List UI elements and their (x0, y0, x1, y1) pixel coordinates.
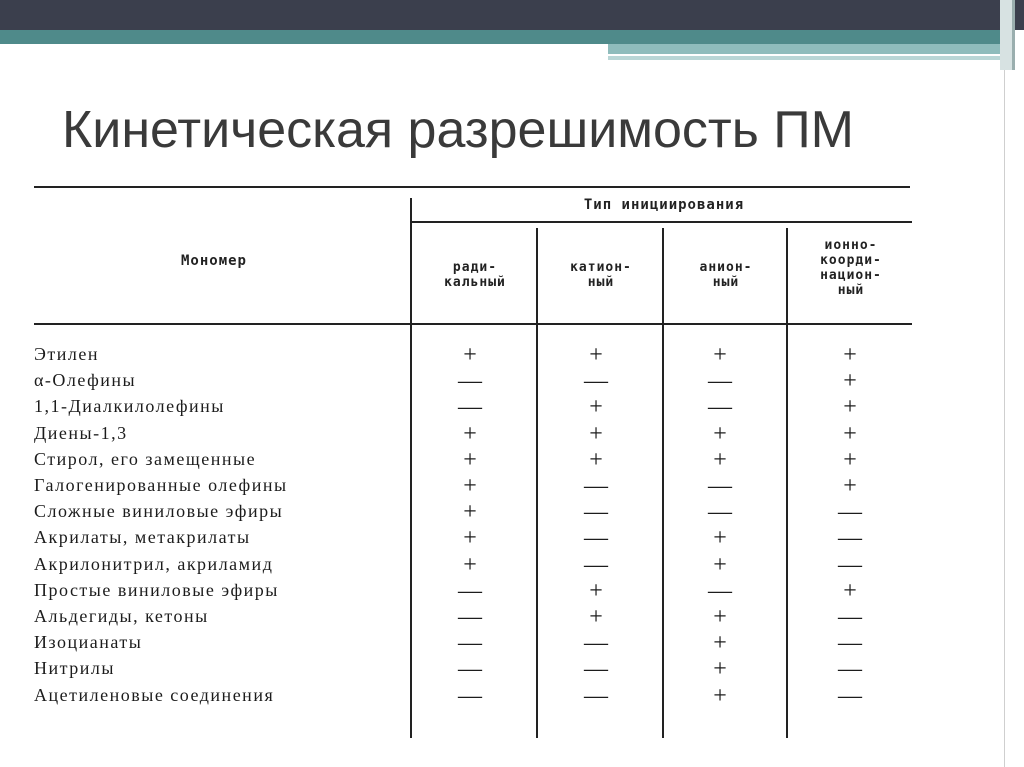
reactivity-mark: — (708, 499, 732, 526)
monomer-column-rule (410, 198, 412, 738)
reactivity-mark: + (463, 551, 477, 578)
monomer-name: Нитрилы (34, 658, 115, 679)
reactivity-mark: + (713, 682, 727, 709)
reactivity-mark: + (713, 656, 727, 683)
reactivity-mark: + (713, 551, 727, 578)
reactivity-mark: — (458, 682, 482, 709)
anionic-column-rule (786, 228, 788, 738)
column-header-anionic: анион- ный (699, 260, 753, 290)
reactivity-mark: — (584, 499, 608, 526)
reactivity-mark: + (713, 525, 727, 552)
column-header-coordination: ионно- коорди- национ- ный (820, 238, 882, 298)
reactivity-mark: + (589, 394, 603, 421)
reactivity-mark: — (458, 630, 482, 657)
reactivity-mark: — (584, 630, 608, 657)
reactivity-mark: — (458, 368, 482, 395)
slide-accent-strip (608, 44, 1000, 54)
monomer-table (34, 182, 914, 742)
reactivity-mark: + (463, 342, 477, 368)
monomer-name: Альдегиды, кетоны (34, 606, 209, 626)
reactivity-mark: — (838, 682, 862, 709)
reactivity-mark: + (463, 473, 477, 499)
reactivity-mark: + (843, 394, 857, 421)
reactivity-mark: — (584, 525, 608, 552)
reactivity-mark: — (838, 630, 862, 657)
reactivity-mark: — (458, 656, 482, 683)
reactivity-mark: + (589, 342, 603, 368)
slide-accent-strip-thin (608, 56, 1000, 60)
monomer-name: Акрилонитрил, акриламид (34, 553, 274, 574)
reactivity-mark: — (838, 551, 862, 578)
monomer-name: Акрилаты, метакрилаты (34, 527, 251, 548)
slide-accent-band (0, 30, 1000, 44)
reactivity-mark: — (838, 525, 862, 552)
monomer-name: α-Олефины (34, 370, 137, 391)
reactivity-mark: — (838, 656, 862, 683)
radical-column-rule (536, 228, 538, 738)
reactivity-mark: + (463, 420, 477, 447)
reactivity-mark: + (589, 577, 603, 604)
reactivity-mark: — (838, 604, 862, 630)
reactivity-mark: + (713, 604, 727, 630)
column-header-radical: ради- кальный (444, 260, 506, 290)
reactivity-mark: — (458, 577, 482, 604)
monomer-name: Стирол, его замещенные (34, 448, 257, 469)
monomer-name: 1,1-Диалкилолефины (34, 396, 225, 417)
reactivity-mark: + (843, 473, 857, 499)
reactivity-mark: + (843, 368, 857, 395)
monomer-name: Этилен (34, 344, 99, 364)
slide-right-edge (1004, 70, 1005, 767)
slide-top-bar (0, 0, 1024, 30)
header-bottom-rule (34, 323, 912, 325)
reactivity-mark: + (843, 342, 857, 368)
monomer-name: Изоцианаты (34, 632, 143, 653)
initiation-type-header: Тип инициирования (583, 197, 745, 213)
reactivity-mark: + (589, 604, 603, 630)
reactivity-mark: + (843, 577, 857, 604)
reactivity-mark: — (458, 394, 482, 421)
monomer-name: Галогенированные олефины (34, 475, 288, 495)
reactivity-mark: — (584, 473, 608, 499)
reactivity-mark: + (589, 420, 603, 447)
slide-title: Кинетическая разрешимость ПМ (62, 101, 854, 159)
reactivity-mark: — (584, 656, 608, 683)
reactivity-mark: + (843, 446, 857, 473)
monomer-name: Простые виниловые эфиры (34, 579, 279, 600)
monomer-header: Мономер (180, 253, 247, 269)
cationic-column-rule (662, 228, 664, 738)
reactivity-mark: + (713, 446, 727, 473)
reactivity-mark: + (589, 446, 603, 473)
reactivity-mark: — (838, 499, 862, 526)
reactivity-mark: — (584, 368, 608, 395)
reactivity-mark: + (713, 342, 727, 368)
group-header-rule (412, 221, 912, 223)
reactivity-mark: — (708, 394, 732, 421)
reactivity-mark: — (708, 473, 732, 499)
reactivity-mark: + (463, 499, 477, 526)
monomer-name: Ацетиленовые соединения (34, 684, 275, 705)
reactivity-mark: + (463, 446, 477, 473)
reactivity-mark: — (584, 682, 608, 709)
reactivity-mark: — (458, 604, 482, 630)
slide-corner-decoration (1000, 0, 1012, 70)
table-top-rule (34, 186, 910, 188)
reactivity-mark: — (708, 368, 732, 395)
reactivity-mark: + (463, 525, 477, 552)
monomer-name: Сложные виниловые эфиры (34, 501, 284, 522)
reactivity-mark: + (713, 420, 727, 447)
column-header-cationic: катион- ный (570, 260, 632, 290)
slide-corner-line (1012, 0, 1015, 70)
monomer-name: Диены-1,3 (34, 422, 128, 443)
reactivity-mark: — (584, 551, 608, 578)
reactivity-mark: — (708, 577, 732, 604)
reactivity-mark: + (843, 420, 857, 447)
reactivity-mark: + (713, 630, 727, 657)
